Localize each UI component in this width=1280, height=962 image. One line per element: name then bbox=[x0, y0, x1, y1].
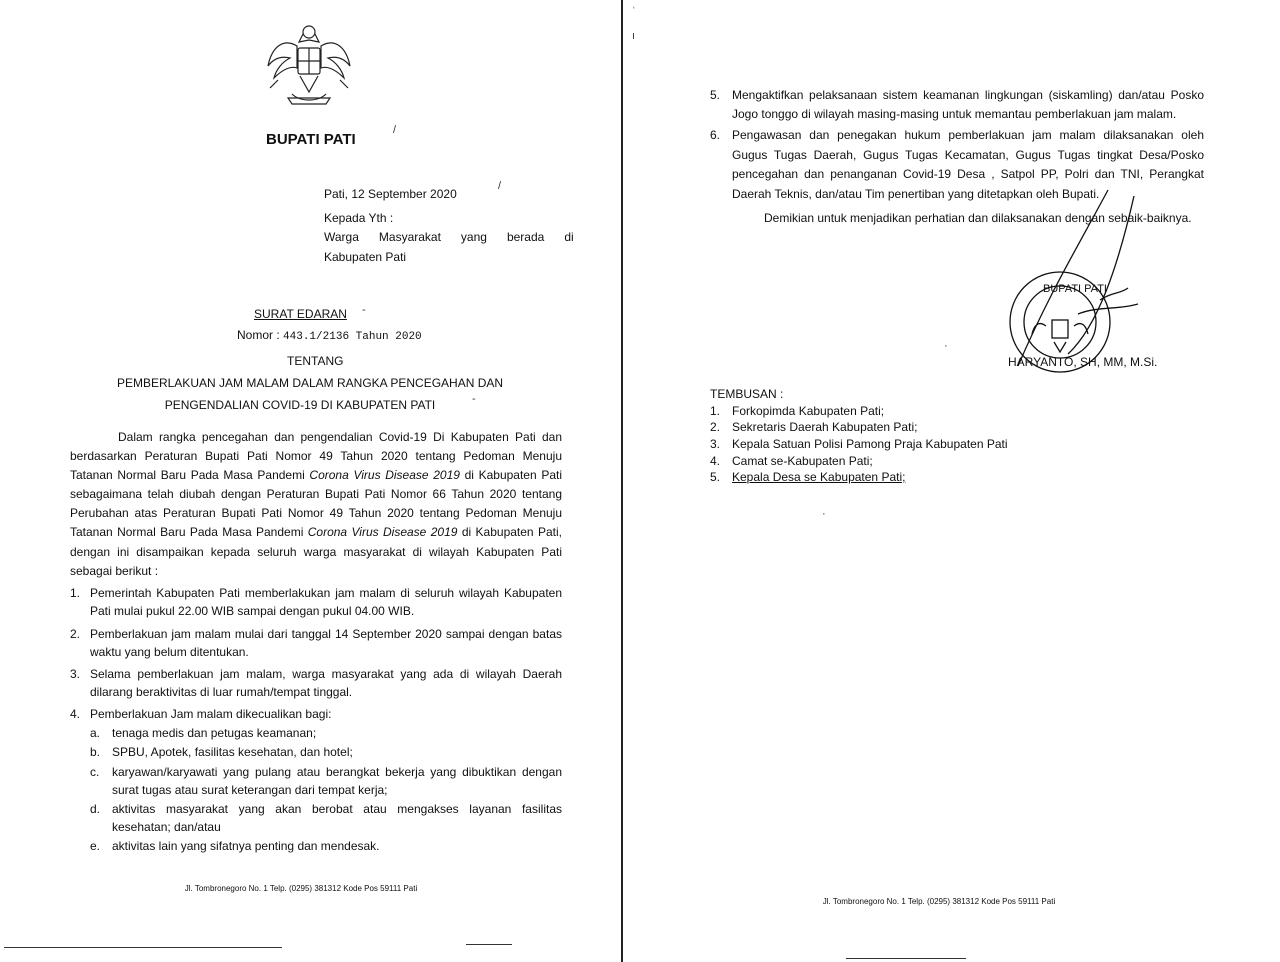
point-number: 4. bbox=[70, 707, 81, 721]
stamp-text: BUPATI PATI bbox=[1043, 283, 1107, 295]
scan-mark: - bbox=[472, 393, 476, 405]
recipient-line-1: Warga Masyarakat yang berada di bbox=[324, 230, 574, 244]
intro-paragraph: Dalam rangka pencegahan dan pengendalian Covid-19 Di Kabupaten Pati dan berdasarkan Peraturan Bupati Pati Nomor 49 Tahun 2020 tentang Pedoman Menuju Tatanan Normal Baru Pada Masa Pandemi Corona Virus Disease 2019 di Kabupaten Pati sebagaimana telah diubah dengan Peraturan Bupati Pati Nomor 66 Tahun 2020 tentang Perubahan atas Peraturan Bupati Pati Nomor 49 Tahun 2020 tentang Pedoman Menuju Tatanan Normal Baru Pada Masa Pandemi Corona Virus Disease 2019 di Kabupaten Pati, dengan ini disampaikan kepada seluruh warga masyarakat di wilayah Kabupaten Pati sebagai berikut : bbox=[70, 430, 562, 578]
subpoint-text: SPBU, Apotek, fasilitas kesehatan, dan hotel; bbox=[112, 745, 353, 759]
scan-mark: ı bbox=[632, 30, 636, 42]
letter-footer: Jl. Tombronegoro No. 1 Telp. (0295) 381312 Kode Pos 59111 Pati bbox=[184, 884, 418, 893]
cc-item: Camat se-Kabupaten Pati; bbox=[732, 454, 873, 468]
scan-mark: · bbox=[944, 340, 948, 352]
cc-number: 3. bbox=[710, 437, 721, 451]
subpoint-text: karyawan/karyawati yang pulang atau berangkat bekerja yang dibuktikan dengan surat tugas atau surat keterangan dari tempat kerja; bbox=[112, 765, 562, 797]
point-number: 1. bbox=[70, 586, 81, 600]
cc-number: 1. bbox=[710, 404, 721, 418]
scan-mark: · bbox=[822, 508, 826, 520]
doc-type-heading: SURAT EDARAN bbox=[254, 307, 347, 321]
about-heading: TENTANG bbox=[287, 354, 344, 368]
point-text: Selama pemberlakuan jam malam, warga masyarakat yang ada di wilayah Daerah dilarang beraktivitas di luar rumah/tempat tinggal. bbox=[90, 667, 562, 699]
subpoint-text: aktivitas masyarakat yang akan berobat atau mengakses layanan fasilitas kesehatan; dan/atau bbox=[112, 802, 562, 834]
scan-mark: ˈ bbox=[632, 6, 636, 18]
number-value: 443.1/2136 Tahun 2020 bbox=[283, 331, 422, 343]
recipient-label: Kepada Yth : bbox=[324, 211, 394, 225]
subpoint-letter: e. bbox=[90, 839, 101, 853]
subpoint-letter: d. bbox=[90, 802, 101, 816]
cc-item: Kepala Desa se Kabupaten Pati; bbox=[732, 470, 906, 484]
subject-line-1: PEMBERLAKUAN JAM MALAM DALAM RANGKA PENCEGAHAN DAN bbox=[116, 376, 504, 390]
recipient-line-2: Kabupaten Pati bbox=[324, 250, 407, 264]
point-text: Pemerintah Kabupaten Pati memberlakukan jam malam di seluruh wilayah Kabupaten Pati mulai pukul 22.00 WIB sampai dengan pukul 04.00 WIB. bbox=[90, 586, 562, 618]
subpoint-letter: a. bbox=[90, 726, 101, 740]
cc-title: TEMBUSAN : bbox=[710, 387, 784, 401]
letter-date: Pati, 12 September 2020 bbox=[324, 187, 457, 201]
point-text: Pemberlakuan Jam malam dikecualikan bagi: bbox=[90, 707, 332, 721]
cc-number: 2. bbox=[710, 420, 721, 434]
signatory-name: HARYANTO, SH, MM, M.Si. bbox=[1008, 355, 1158, 369]
scan-mark: / bbox=[498, 180, 502, 192]
subpoint-letter: c. bbox=[90, 765, 100, 779]
subpoint-text: tenaga medis dan petugas keamanan; bbox=[112, 726, 317, 740]
point-number: 6. bbox=[710, 128, 721, 142]
point-text: Pemberlakuan jam malam mulai dari tanggal 14 September 2020 sampai dengan batas waktu yang belum ditentukan. bbox=[90, 627, 562, 659]
letter-title: BUPATI PATI bbox=[266, 131, 356, 148]
scan-line bbox=[4, 947, 282, 948]
scan-mark: / bbox=[393, 124, 397, 136]
cc-number: 4. bbox=[710, 454, 721, 468]
closing-sentence: Demikian untuk menjadikan perhatian dan dilaksanakan dengan sebaik-baiknya. bbox=[764, 211, 1192, 225]
page-divider bbox=[621, 0, 623, 962]
point-text: Pengawasan dan penegakan hukum pemberlakuan jam malam dilaksanakan oleh Gugus Tugas Daerah, Gugus Tugas Kecamatan, Gugus Tugas tingkat Desa/Posko pencegahan dan penanganan Covid-19 Desa , Satpol PP, Polri dan TNI, Perangkat Daerah Teknis, dan/atau Tim penertiban yang ditetapkan oleh Bupati. bbox=[732, 128, 1204, 201]
point-number: 5. bbox=[710, 88, 721, 102]
scan-line bbox=[846, 958, 966, 959]
cc-item: Kepala Satuan Polisi Pamong Praja Kabupaten Pati bbox=[732, 437, 1008, 451]
subpoint-text: aktivitas lain yang sifatnya penting dan mendesak. bbox=[112, 839, 380, 853]
letter-footer: Jl. Tombronegoro No. 1 Telp. (0295) 381312 Kode Pos 59111 Pati bbox=[822, 897, 1056, 906]
number-label: Nomor : bbox=[237, 328, 280, 342]
garuda-emblem-icon bbox=[264, 18, 354, 114]
left-page bbox=[0, 0, 620, 962]
subpoint-letter: b. bbox=[90, 745, 101, 759]
scan-mark: - bbox=[362, 304, 366, 316]
cc-item: Forkopimda Kabupaten Pati; bbox=[732, 404, 885, 418]
subject-line-2: PENGENDALIAN COVID-19 DI KABUPATEN PATI bbox=[164, 398, 436, 412]
point-number: 2. bbox=[70, 627, 81, 641]
right-page bbox=[626, 0, 1280, 962]
scan-line bbox=[466, 944, 512, 945]
cc-number: 5. bbox=[710, 470, 721, 484]
point-text: Mengaktifkan pelaksanaan sistem keamanan lingkungan (siskamling) dan/atau Posko Jogo tonggo di wilayah masing-masing untuk memantau pemberlakuan jam malam. bbox=[732, 88, 1204, 121]
official-stamp-icon bbox=[1008, 176, 1144, 376]
point-number: 3. bbox=[70, 667, 81, 681]
cc-item: Sekretaris Daerah Kabupaten Pati; bbox=[732, 420, 918, 434]
